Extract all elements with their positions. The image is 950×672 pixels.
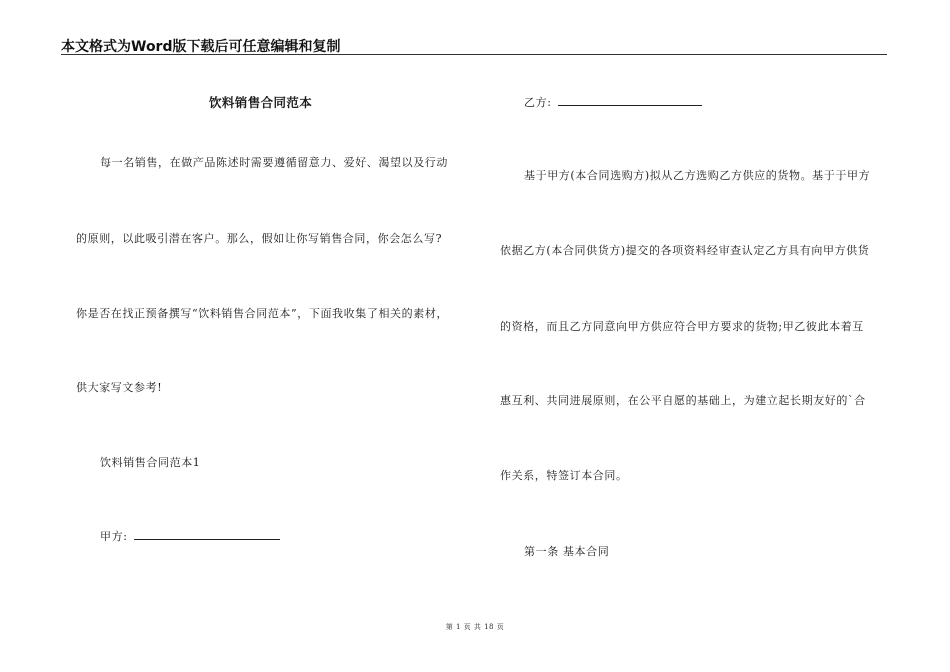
paragraph-line: 每一名销售，在做产品陈述时需要遵循留意力、爱好、渴望以及行动	[100, 156, 448, 169]
party-b-field	[524, 94, 702, 110]
paragraph-line: 你是否在找正预备撰写“饮料销售合同范本”，下面我收集了相关的素材，	[76, 307, 449, 320]
paragraph-line: 依据乙方(本合同供货方)提交的各项资料经审查认定乙方具有向甲方供货	[500, 244, 870, 257]
article-heading: 第一条 基本合同	[524, 545, 610, 558]
party-a-field	[100, 528, 280, 544]
paragraph-line: 的原则，以此吸引潜在客户。那么，假如让你写销售合同，你会怎么写?	[76, 232, 443, 245]
paragraph-line: 惠互利、共同进展原则，在公平自愿的基础上，为建立起长期友好的`合	[500, 394, 866, 407]
party-a-blank	[134, 530, 280, 540]
paragraph-line: 供大家写文参考!	[76, 381, 163, 394]
paragraph-line: 基于甲方(本合同选购方)拟从乙方选购乙方供应的货物。基于于甲方	[524, 169, 871, 182]
party-a-label: 甲方:	[100, 530, 128, 543]
party-b-label: 乙方:	[524, 96, 552, 109]
document-title: 饮料销售合同范本	[209, 95, 313, 110]
paragraph-line: 作关系，特签订本合同。	[500, 469, 628, 482]
header-title: 本文格式为Word版下载后可任意编辑和复制	[61, 39, 341, 55]
header-divider	[61, 54, 887, 55]
page-number: 第 1 页 共 18 页	[445, 623, 505, 631]
paragraph-line: 的资格，而且乙方同意向甲方供应符合甲方要求的货物;甲乙彼此本着互	[500, 320, 864, 333]
party-b-blank	[558, 96, 702, 106]
section-heading: 饮料销售合同范本1	[100, 456, 201, 469]
